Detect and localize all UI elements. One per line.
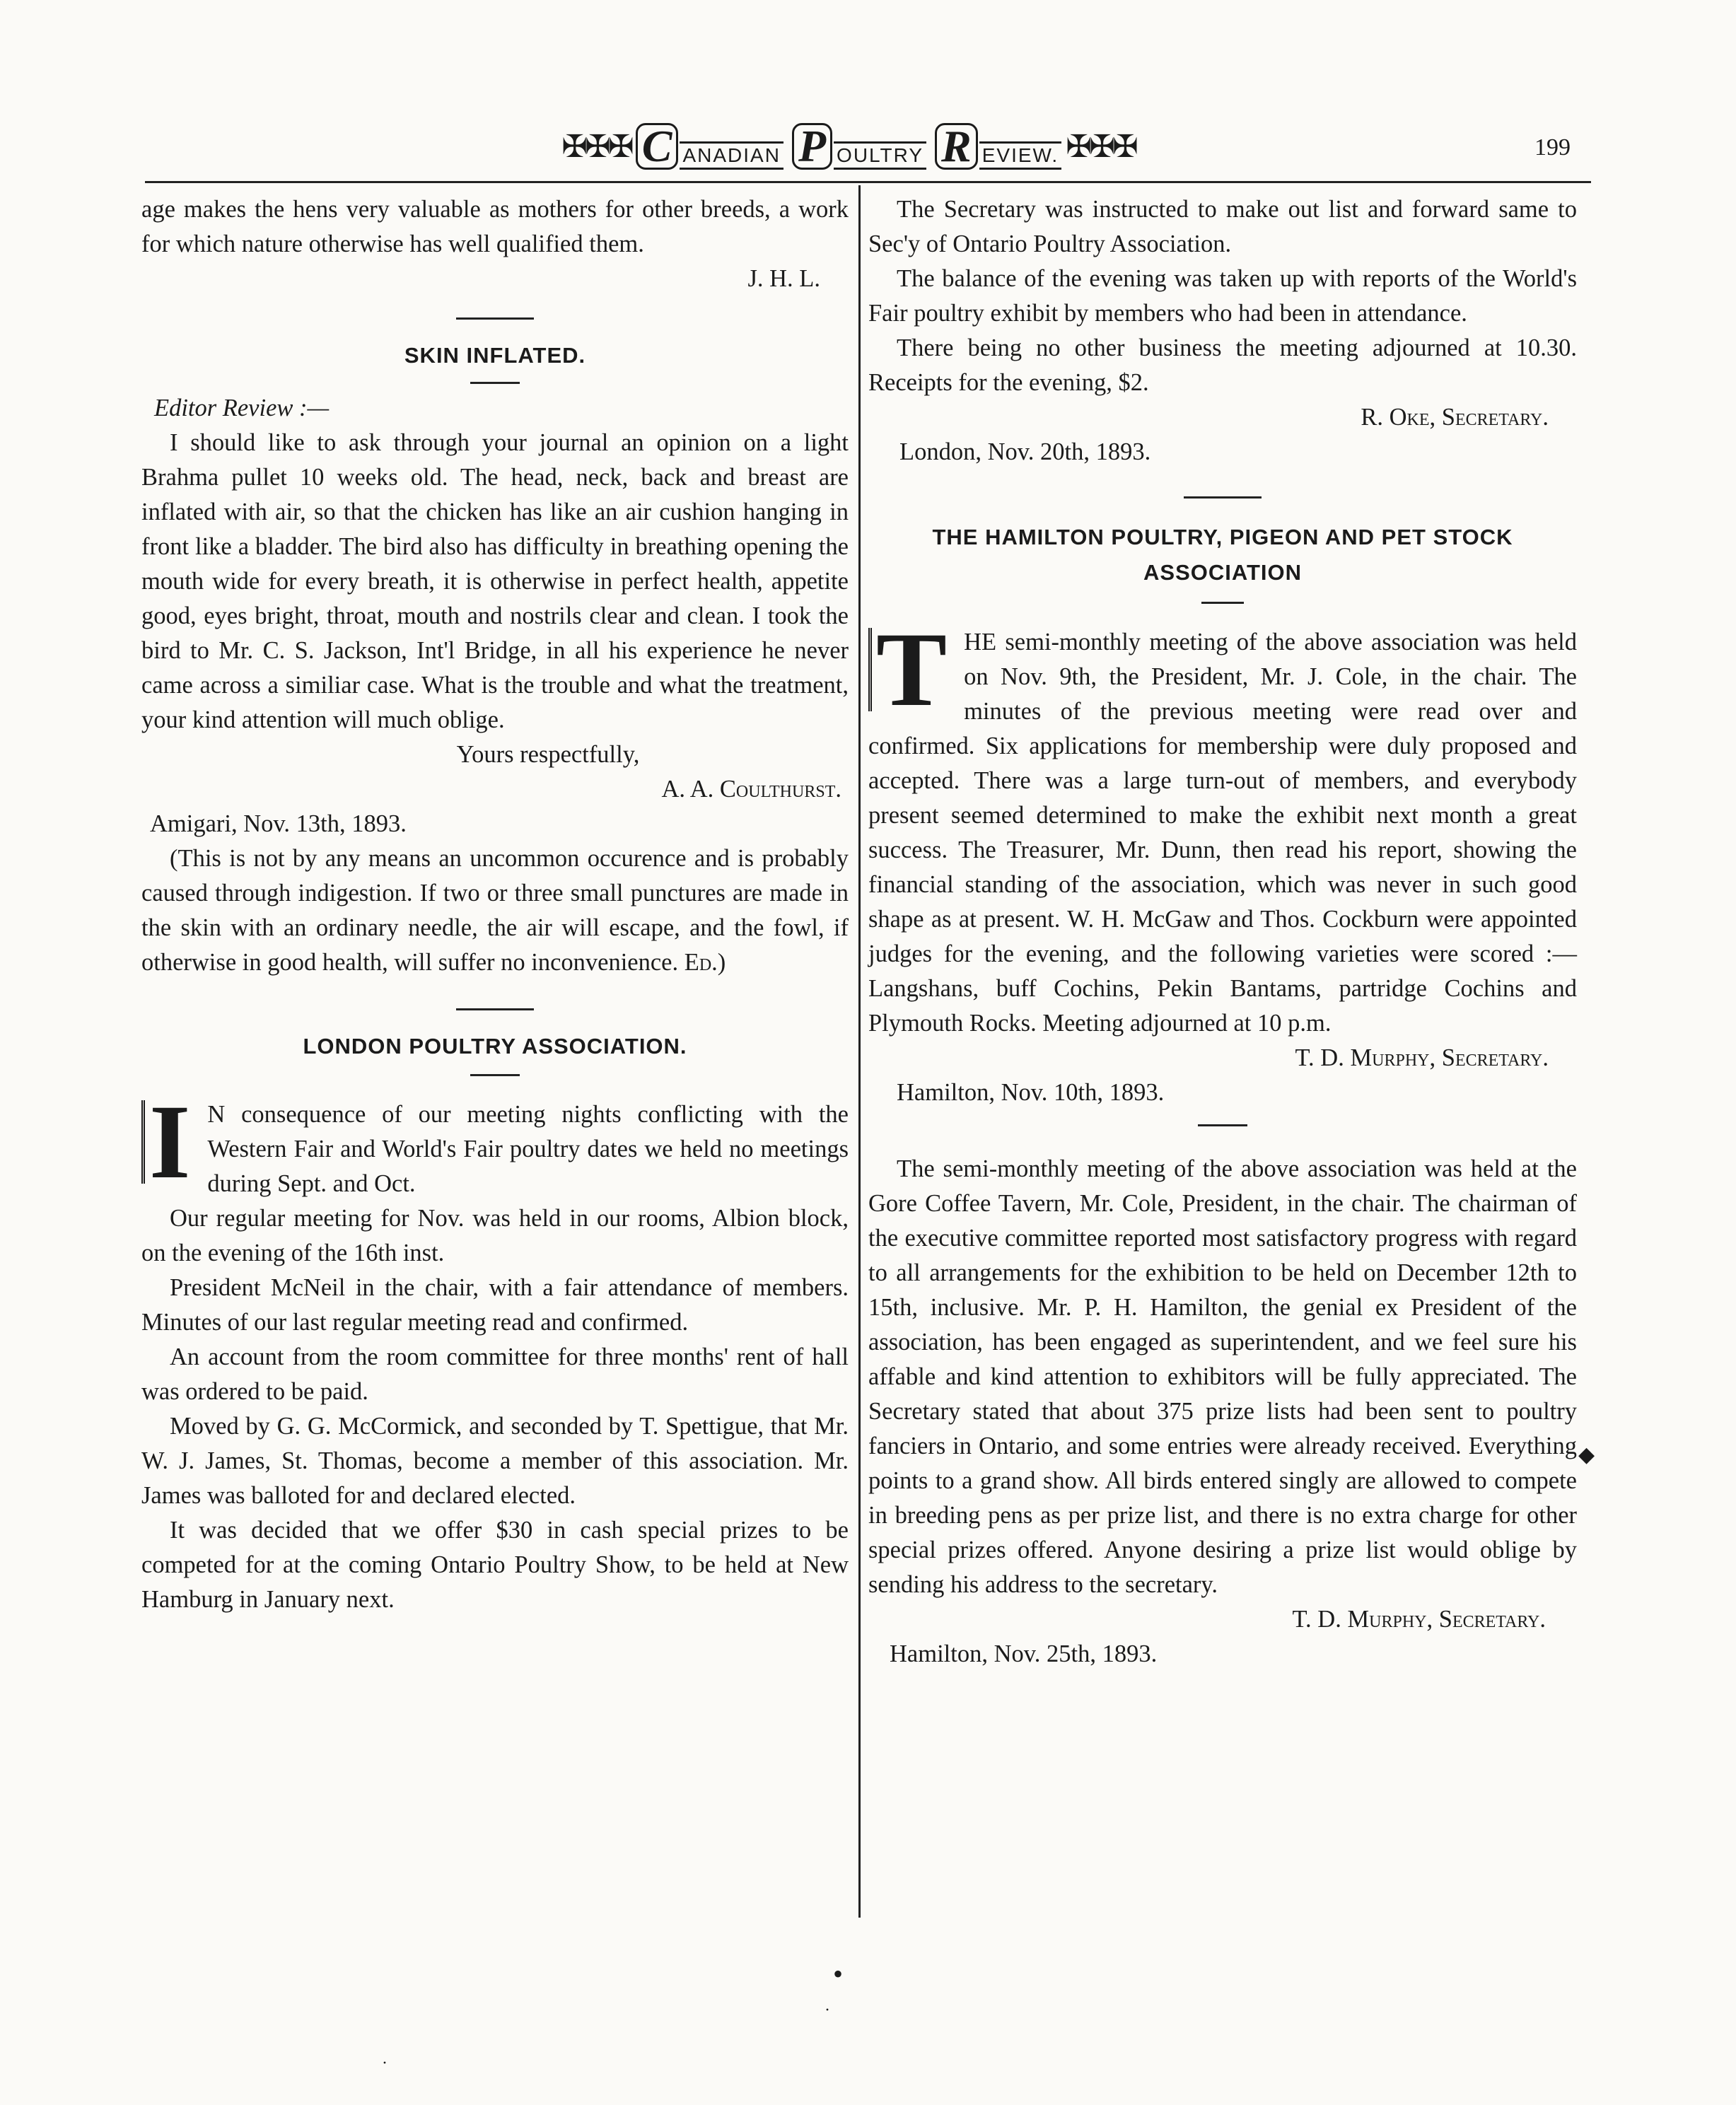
- continued-paragraph: age makes the hens very valuable as mothers for other breeds, a work for which nature otherwise has well qualified them.: [141, 196, 849, 257]
- skin-letter: I should like to ask through your journal an opinion on a light Brahma pullet 10 weeks old. The head, neck, back and breast are inflated with air, so that the chicken has like an air cushion hanging in front like a bladder. The bird also has difficulty in breathing opening the mouth wide for every breath, it is otherwise in perfect health, appetite good, eyes bright, throat, mouth and nostrils clear and clean. I took the bird to Mr. C. S. Jackson, Int'l Bridge, in all his experience he never came across a similiar case. What is the trouble and what the treatment, your kind attention will much oblige.: [141, 429, 849, 733]
- hamilton-date-1: Hamilton, Nov. 10th, 1893.: [897, 1079, 1165, 1106]
- header-rule: [145, 181, 1591, 183]
- editor-salutation: Editor Review :—: [154, 395, 330, 421]
- london-paragraph-3: President McNeil in the chair, with a fair attendance of members. Minutes of our last regular meeting read and confirmed.: [141, 1274, 849, 1336]
- stray-mark: ·: [382, 2054, 388, 2072]
- signature-jhl: J. H. L.: [747, 265, 820, 292]
- dropcap-i: I: [141, 1100, 194, 1184]
- masthead: [561, 121, 1136, 171]
- signature-murphy-1: T. D. Murphy, Secretary.: [1295, 1044, 1549, 1071]
- london-paragraph-7: The Secretary was instructed to make out list and forward same to Sec'y of Ontario Poultry Association.: [868, 196, 1577, 257]
- editor-reply-signature: Ed.): [684, 949, 726, 976]
- stray-mark: •: [833, 1958, 844, 1990]
- london-paragraph-1: I N consequence of our meeting nights conflicting with the Western Fair and World's Fair poultry dates we held no meetings during Sept. and Oct.: [141, 1097, 849, 1201]
- signature-oke: R. Oke, Secretary.: [1361, 404, 1549, 431]
- left-column: [141, 192, 849, 1617]
- hamilton-paragraph-1: T HE semi-monthly meeting of the above association was held on Nov. 9th, the President, Mr. J. Cole, in the chair. The minutes of the previous meeting were read over and confirmed. Six applications for membership were duly proposed and accepted. There was a large turn-out of members, and everybody present seemed determined to make the exhibit next month a great success. The Treasurer, Mr. Dunn, then read his report, showing the financial standing of the association, which was never in such good shape as at present. W. H. McGaw and Thos. Cockburn were appointed judges for the evening, and the following varieties were scored :—Langshans, buff Cochins, Pekin Bantams, partridge Cochins and Plymouth Rocks. Meeting adjourned at 10 p.m.: [868, 611, 1577, 1037]
- column-divider: [858, 185, 861, 1918]
- london-paragraph-6: It was decided that we offer $30 in cash special prizes to be competed for at the coming Ontario Poultry Show, to be held at New Hamburg in January next.: [141, 1517, 849, 1613]
- page-number: 199: [1534, 134, 1571, 161]
- dropcap-t: T: [868, 628, 951, 711]
- stray-mark: ◆: [1578, 1443, 1595, 1466]
- london-paragraph-9: There being no other business the meeting adjourned at 10.30. Receipts for the evening, $2.: [868, 334, 1577, 396]
- london-paragraph-8: The balance of the evening was taken up with reports of the World's Fair poultry exhibit by members who had been in attendance.: [868, 265, 1577, 327]
- hamilton-date-2: Hamilton, Nov. 25th, 1893.: [890, 1640, 1158, 1667]
- amigari-date: Amigari, Nov. 13th, 1893.: [150, 810, 407, 837]
- stray-mark: ·: [825, 2001, 830, 2019]
- london-association-heading: LONDON POULTRY ASSOCIATION.: [303, 1034, 687, 1059]
- london-paragraph-2: Our regular meeting for Nov. was held in our rooms, Albion block, on the evening of the 16th inst.: [141, 1205, 849, 1266]
- signature-murphy-2: T. D. Murphy, Secretary.: [1292, 1606, 1546, 1633]
- ornament-right-icon: ✠✠✠: [1066, 129, 1136, 164]
- ornament-left-icon: ✠✠✠: [561, 129, 631, 164]
- yours-respectfully: Yours respectfully,: [456, 741, 640, 768]
- editor-reply: (This is not by any means an uncommon occurence and is probably caused through indigestion. If two or three small punctures are made in the skin with an ordinary needle, the air will escape, and the fowl, if otherwise in good health, will suffer no inconvenience. Ed.): [141, 845, 849, 976]
- masthead-word-review: R EVIEW.: [935, 123, 1061, 170]
- right-column: [868, 192, 1577, 1672]
- masthead-word-canadian: C ANADIAN: [636, 123, 783, 170]
- london-paragraph-5: Moved by G. G. McCormick, and seconded by T. Spettigue, that Mr. W. J. James, St. Thomas, become a member of this association. Mr. James was balloted for and declared elected.: [141, 1413, 849, 1509]
- london-paragraph-4: An account from the room committee for three months' rent of hall was ordered to be paid.: [141, 1343, 849, 1405]
- skin-inflated-heading: SKIN INFLATED.: [404, 343, 586, 368]
- london-date: London, Nov. 20th, 1893.: [899, 438, 1151, 465]
- hamilton-association-heading: THE HAMILTON POULTRY, PIGEON AND PET STOCK ASSOCIATION: [932, 525, 1513, 585]
- hamilton-paragraph-2: The semi-monthly meeting of the above association was held at the Gore Coffee Tavern, Mr. Cole, President, in the chair. The chairman of the executive committee reported most satisfactory progress with regard to all arrangements for the exhibition to be held on December 12th to 15th, inclusive. Mr. P. H. Hamilton, the genial ex President of the association, has been engaged as superintendent, and we feel sure his affable and kind attention to exhibitors will be fully appreciated. The Secretary stated that about 375 prize lists had been sent to poultry fanciers in Ontario, and some entries were already received. Everything points to a grand show. All birds entered singly are allowed to compete in breeding pens as per prize list, and there is no extra charge for other special prizes offered. Anyone desiring a prize list would oblige by sending his address to the secretary.: [868, 1155, 1577, 1598]
- signature-coulthurst: A. A. Coulthurst.: [661, 776, 841, 803]
- masthead-word-poultry: P OULTRY: [792, 123, 926, 170]
